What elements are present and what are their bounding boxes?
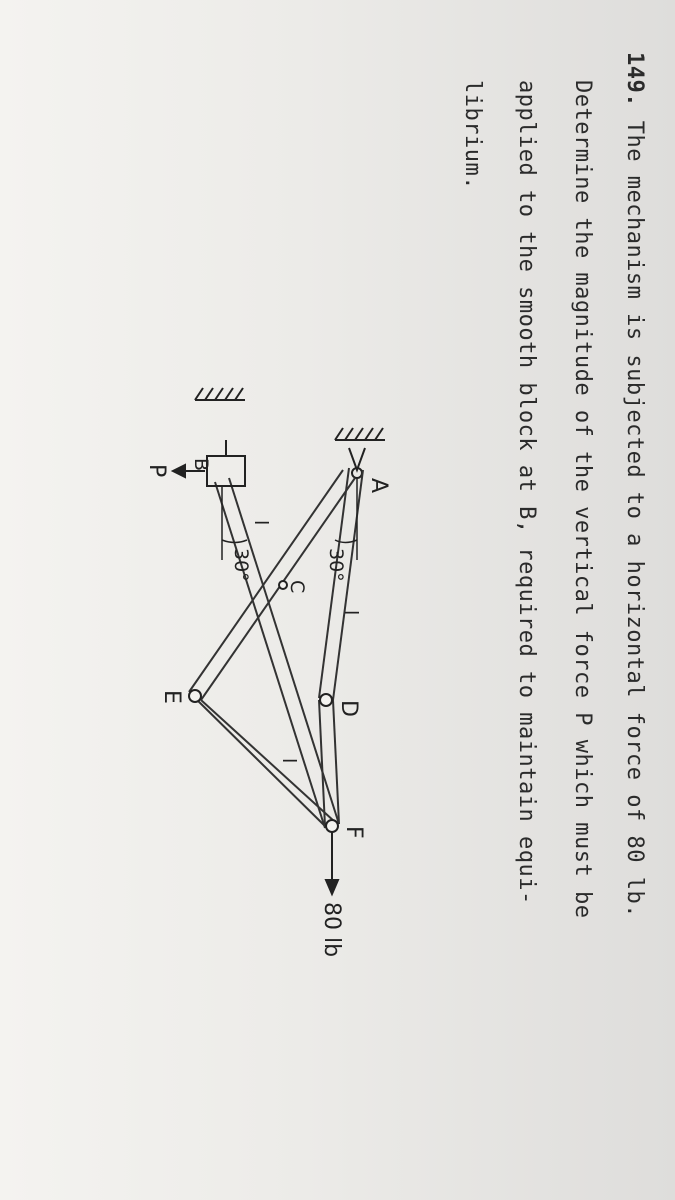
force-arrow-80lb — [326, 832, 338, 894]
wall-support — [195, 388, 385, 440]
label-angle-bottom: 30° — [230, 548, 252, 582]
joint-e — [189, 690, 201, 702]
joint-f — [326, 820, 338, 832]
problem-line-3: applied to the smooth block at B, required to maintain equi- — [514, 80, 539, 905]
label-b: B — [190, 458, 212, 472]
label-c: C — [286, 580, 308, 594]
label-f: F — [341, 826, 366, 839]
joint-d — [320, 694, 332, 706]
label-p: P — [144, 464, 169, 478]
problem-line-2: Determine the magnitude of the vertical force P which must be — [570, 80, 595, 919]
label-l-1: l — [340, 610, 362, 616]
problem-line-4: librium. — [460, 80, 485, 190]
label-force-80lb: 80 lb — [319, 902, 344, 958]
label-d: D — [336, 700, 361, 717]
label-l-3: l — [278, 758, 300, 764]
problem-text-1: The mechanism is subjected to a horizontal force of 80 lb. — [622, 120, 647, 918]
link-d-f — [319, 700, 339, 826]
smooth-block-b — [207, 440, 245, 486]
problem-number: 149. — [622, 52, 647, 107]
link-a-e — [189, 470, 355, 700]
joints — [189, 581, 338, 832]
label-l-2: l — [250, 520, 272, 526]
label-angle-top: 30° — [325, 548, 347, 582]
link-e-f — [191, 694, 335, 830]
label-e: E — [159, 690, 184, 704]
label-a: A — [366, 478, 391, 494]
